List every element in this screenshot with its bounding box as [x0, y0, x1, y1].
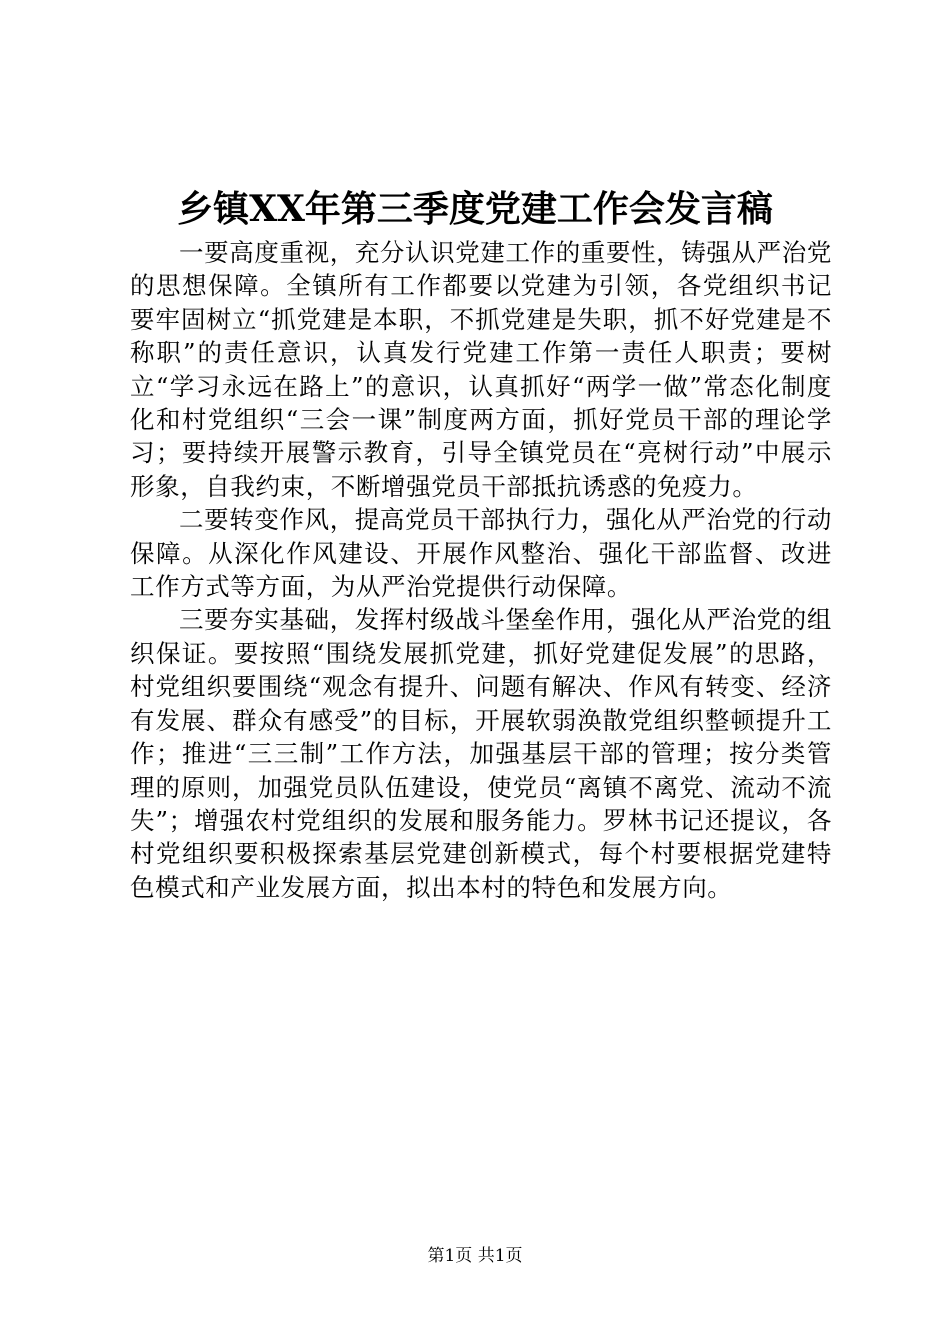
paragraph-1: 一要高度重视，充分认识党建工作的重要性，铸强从严治党的思想保障。全镇所有工作都要以党建为引领，各党组织书记要牢固树立“抓党建是本职，不抓党建是失职，抓不好党建是不称职”的责任意识，认真发行党建工作第一责任人职责；要树立“学习永远在路上”的意识，认真抓好“两学一做”常态化制度化和村党组织“三会一课”制度两方面，抓好党员干部的理论学习；要持续开展警示教育，引导全镇党员在“亮树行动”中展示形象，自我约束，不断增强党员干部抵抗诱惑的免疫力。: [130, 238, 832, 501]
paragraph-3: 三要夯实基础，发挥村级战斗堡垒作用，强化从严治党的组织保证。要按照“围绕发展抓党建，抓好党建促发展”的思路，村党组织要围绕“观念有提升、问题有解决、作风有转变、经济有发展、群众有感受”的目标，开展软弱涣散党组织整顿提升工作；推进“三三制”工作方法，加强基层干部的管理；按分类管理的原则，加强党员队伍建设，使党员“离镇不离党、流动不流失”；增强农村党组织的发展和服务能力。罗林书记还提议，各村党组织要积极探索基层党建创新模式，每个村要根据党建特色模式和产业发展方面，拟出本村的特色和发展方向。: [130, 605, 832, 902]
document-title: 乡镇XX年第三季度党建工作会发言稿: [177, 188, 773, 230]
document-body: [130, 236, 832, 904]
page-footer: 第1页 共1页: [427, 1246, 523, 1266]
paragraph-2: 二要转变作风，提高党员干部执行力，强化从严治党的行动保障。从深化作风建设、开展作风整治、强化干部监督、改进工作方式等方面，为从严治党提供行动保障。: [130, 505, 832, 602]
